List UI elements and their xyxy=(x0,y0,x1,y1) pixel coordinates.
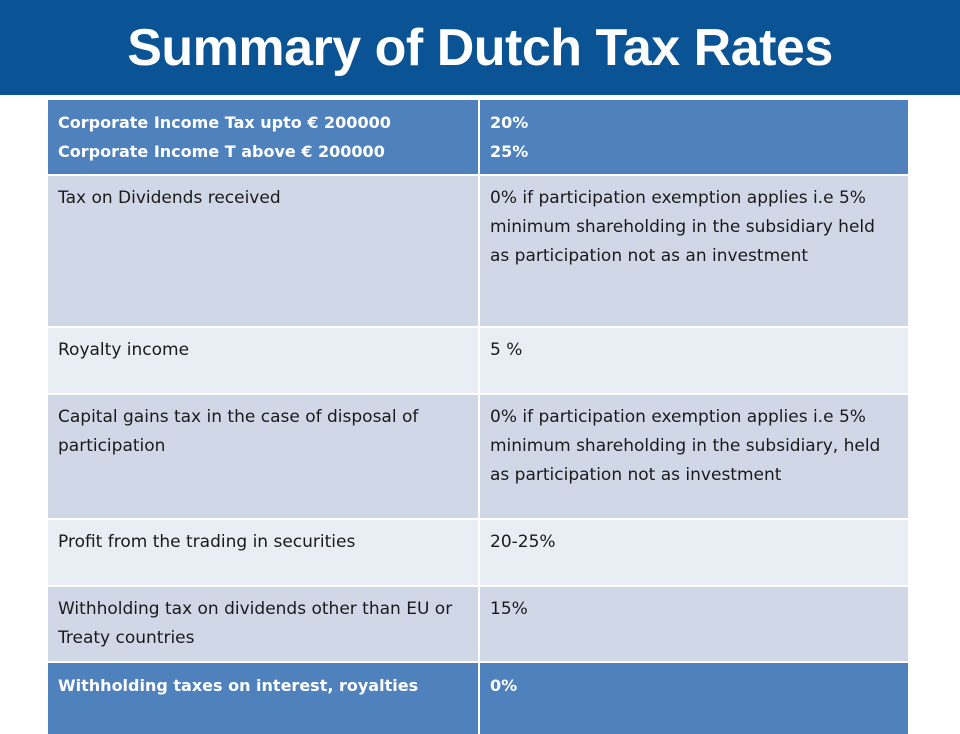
table-cell-label: Withholding taxes on interest, royalties xyxy=(48,662,479,734)
table-cell-label: Royalty income xyxy=(48,327,479,394)
tax-rates-table xyxy=(48,100,908,734)
table-row xyxy=(48,175,908,327)
table-row xyxy=(48,327,908,394)
table-cell-rate: 0% if participation exemption applies i.e 5% minimum shareholding in the subsidiary, held as participation not as investment xyxy=(479,394,908,519)
table-cell-rate xyxy=(479,100,908,175)
table-cell-rate: 0% if participation exemption applies i.e 5% minimum shareholding in the subsidiary held as participation not as an investment xyxy=(479,175,908,327)
page-title: Summary of Dutch Tax Rates xyxy=(127,18,833,77)
table-cell-rate: 5 % xyxy=(479,327,908,394)
table-cell-rate: 15% xyxy=(479,586,908,662)
table-cell-label xyxy=(48,100,479,175)
table-cell-label: Withholding tax on dividends other than EU or Treaty countries xyxy=(48,586,479,662)
table-row xyxy=(48,394,908,519)
cell-text: 20% 25% xyxy=(490,113,529,161)
table-cell-label: Capital gains tax in the case of disposal of participation xyxy=(48,394,479,519)
table-row xyxy=(48,519,908,586)
table-cell-label: Profit from the trading in securities xyxy=(48,519,479,586)
table-cell-rate: 20-25% xyxy=(479,519,908,586)
table-row xyxy=(48,662,908,734)
table-cell-rate: 0% xyxy=(479,662,908,734)
table-row xyxy=(48,100,908,175)
title-bar xyxy=(0,0,960,95)
table-cell-label: Tax on Dividends received xyxy=(48,175,479,327)
table-row xyxy=(48,586,908,662)
cell-text: Corporate Income Tax upto € 200000 Corporate Income T above € 200000 xyxy=(58,113,391,161)
